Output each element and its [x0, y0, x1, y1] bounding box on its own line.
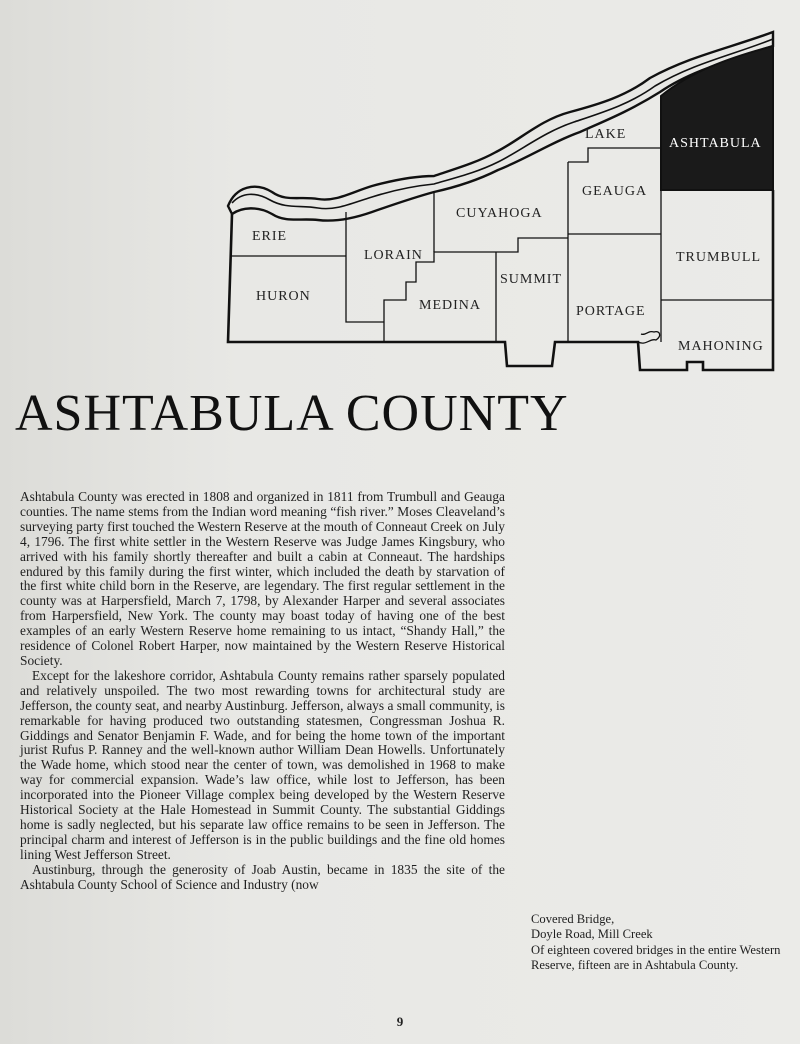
county-label-geauga: GEAUGA: [582, 184, 648, 199]
page-number: 9: [396, 1014, 404, 1029]
county-label-mahoning: MAHONING: [678, 339, 764, 354]
county-label-lorain: LORAIN: [364, 248, 423, 263]
body-paragraph: Ashtabula County was erected in 1808 and organized in 1811 from Trumbull and Geauga counties. The name stems from the Indian word meaning “fish river.” Moses Cleaveland’s surveying party first touched the Western Reserve at the mouth of Conneaut Creek on July 4, 1796. The first white settler in the Western Reserve was Judge James Kingsbury, who arrived with his family shortly thereafter and built a cabin at Conneaut. The hardships endured by this family during the first winter, which included the death by starvation of the first white child born in the Reserve, are legendary. The first regular settlement in the county was at Harpersfield, March 7, 1798, by Alexander Harper and several associates from Harpersfield, New York. The county may boast today of having one of the best examples of an early Western Reserve home remaining to us intact, “Shandy Hall,” the residence of Colonel Robert Harper, now maintained by the Western Reserve Historical Society.: [20, 489, 505, 668]
caption-title: Covered Bridge,: [531, 912, 615, 926]
county-label-lake: LAKE: [585, 127, 627, 142]
body-paragraph: Except for the lakeshore corridor, Ashtabula County remains rather sparsely populated and relatively unspoiled. The two most rewarding towns for architectural study are Jefferson, the county seat, and nearby Austinburg. Jefferson, always a small community, is remarkable for having produced two outstanding statesmen, Congressman Joshua R. Giddings and Senator Benjamin F. Wade, and for being the home town of the important jurist Rufus P. Ranney and the well-known author William Dean Howells. Unfortunately the Wade home, which stood near the center of town, was demolished in 1968 to make way for commercial expansion. Wade’s law office, while lost to Jefferson, has been incorporated into the Pioneer Village complex being developed by the Western Reserve Historical Society at the Hale Homestead in Summit County. The substantial Giddings home is sadly neglected, but his separate law office remains to be seen in Jefferson. The principal charm and interest of Jefferson is in the public buildings and the fine old homes lining West Jefferson Street.: [20, 667, 505, 862]
article-body: [20, 490, 505, 892]
caption-text: Of eighteen covered bridges in the entire Western Reserve, fifteen are in Ashtabula County.: [531, 942, 781, 973]
body-paragraph: Austinburg, through the generosity of Joab Austin, became in 1835 the site of the Ashtabula County School of Science and Industry (now: [20, 861, 505, 892]
photo-caption: [531, 912, 781, 974]
page-title: ASHTABULA COUNTY: [15, 385, 569, 442]
caption-location: Doyle Road, Mill Creek: [531, 927, 653, 942]
western-reserve-map: [0, 0, 800, 380]
county-label-huron: HURON: [256, 289, 311, 304]
county-label-cuyahoga: CUYAHOGA: [456, 206, 543, 221]
county-label-medina: MEDINA: [419, 298, 481, 313]
county-label-portage: PORTAGE: [576, 304, 646, 319]
county-label-ashtabula: ASHTABULA: [669, 136, 762, 151]
county-label-trumbull: TRUMBULL: [676, 250, 761, 265]
county-label-erie: ERIE: [252, 229, 288, 244]
county-label-summit: SUMMIT: [500, 272, 563, 287]
